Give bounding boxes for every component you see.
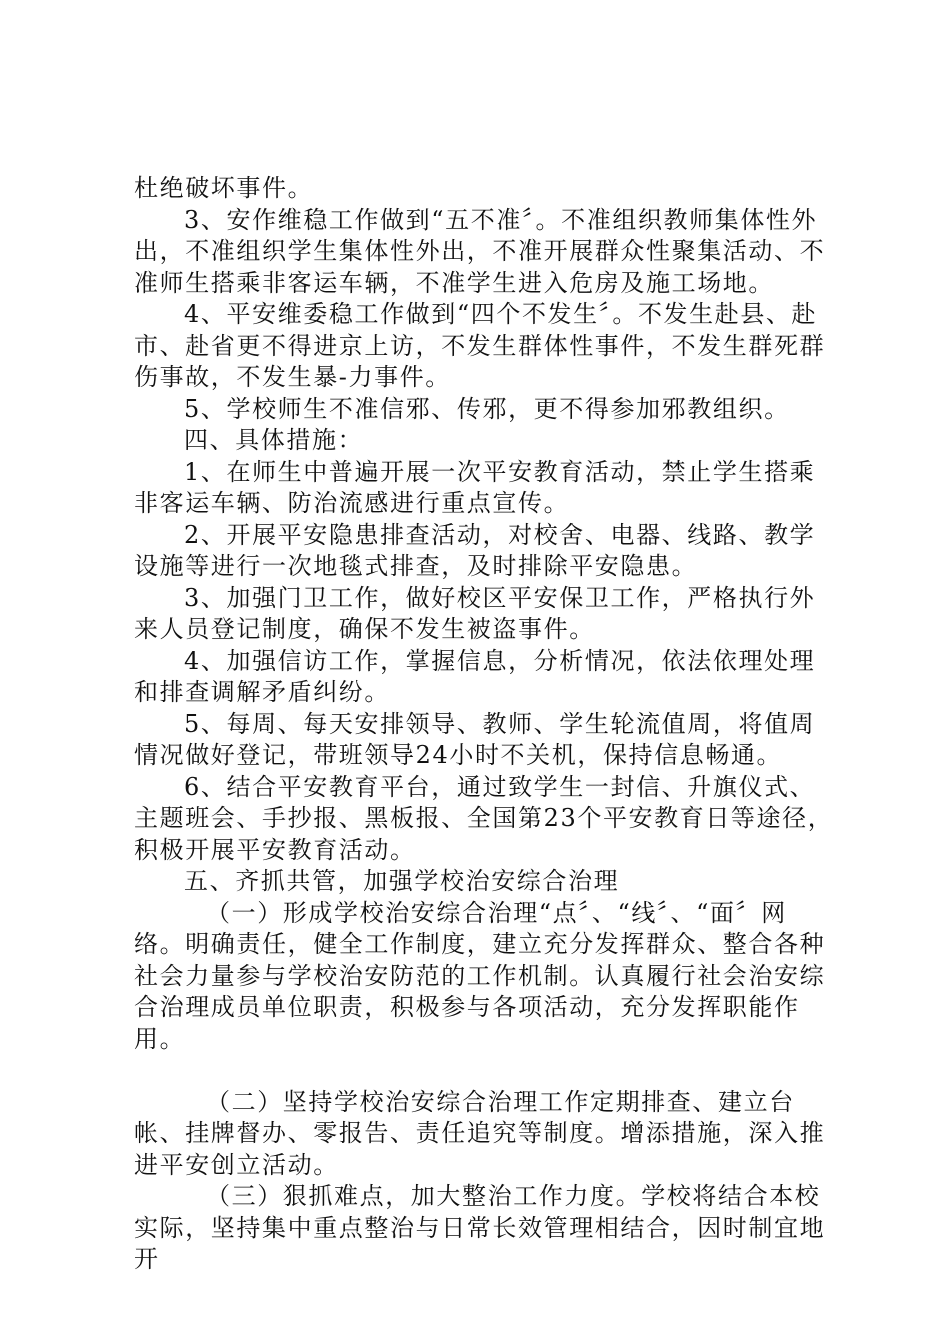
paragraph: 5、学校师生不准信邪、传邪，更不得参加邪教组织。 [184,394,790,423]
paragraph: 杜绝破坏事件。 [134,174,314,202]
paragraph: （一）形成学校治安综合治理“点〞、“线〞、“面〞网络。明确责任，健全工作制度，建立充分发挥群众、整合各种社会力量参与学校治安防范的工作机制。认真履行社会治安综合治理成员单位职责，积极参与各项活动，充分发挥职能作用。 [134,898,826,1053]
section-heading: 五、齐抓共管，加强学校治安综合治理 [184,867,620,895]
paragraph: 3、安作维稳工作做到“五不准〞。不准组织教师集体性外出，不准组织学生集体性外出，不准开展群众性聚集活动、不准师生搭乘非客运车辆，不准学生进入危房及施工场地。 [134,205,826,297]
paragraph: （二）坚持学校治安综合治理工作定期排查、建立台帐、挂牌督办、零报告、责任追究等制度。增添措施，深入推进平安创立活动。 [134,1087,826,1179]
paragraph: 6、结合平安教育平台，通过致学生一封信、升旗仪式、主题班会、手抄报、黑板报、全国第23个平安教育日等途径，积极开展平安教育活动。 [134,772,834,864]
paragraph: 2、开展平安隐患排查活动，对校舍、电器、线路、教学设施等进行一次地毯式排查，及时排除平安隐患。 [134,520,816,580]
paragraph-gap [134,1055,834,1087]
paragraph: 4、加强信访工作，掌握信息，分析情况，依法依理处理和排查调解矛盾纠纷。 [134,646,816,706]
paragraph: 5、每周、每天安排领导、教师、学生轮流值周，将值周情况做好登记，带班领导24小时不关机，保持信息畅通。 [134,709,816,769]
section-heading: 四、具体措施： [184,426,364,454]
paragraph: 1、在师生中普遍开展一次平安教育活动，禁止学生搭乘非客运车辆、防治流感进行重点宣传。 [134,457,816,517]
paragraph: 3、加强门卫工作，做好校区平安保卫工作，严格执行外来人员登记制度，确保不发生被盗事件。 [134,583,816,643]
paragraph: （三）狠抓难点，加大整治工作力度。学校将结合本校实际，坚持集中重点整治与日常长效管理相结合，因时制宜地开 [134,1182,826,1273]
document-body [134,173,834,1276]
paragraph: 4、平安维委稳工作做到“四个不发生〞。不发生赴县、赴市、赴省更不得进京上访，不发生群体性事件，不发生群死群伤事故，不发生暴-力事件。 [134,300,826,391]
